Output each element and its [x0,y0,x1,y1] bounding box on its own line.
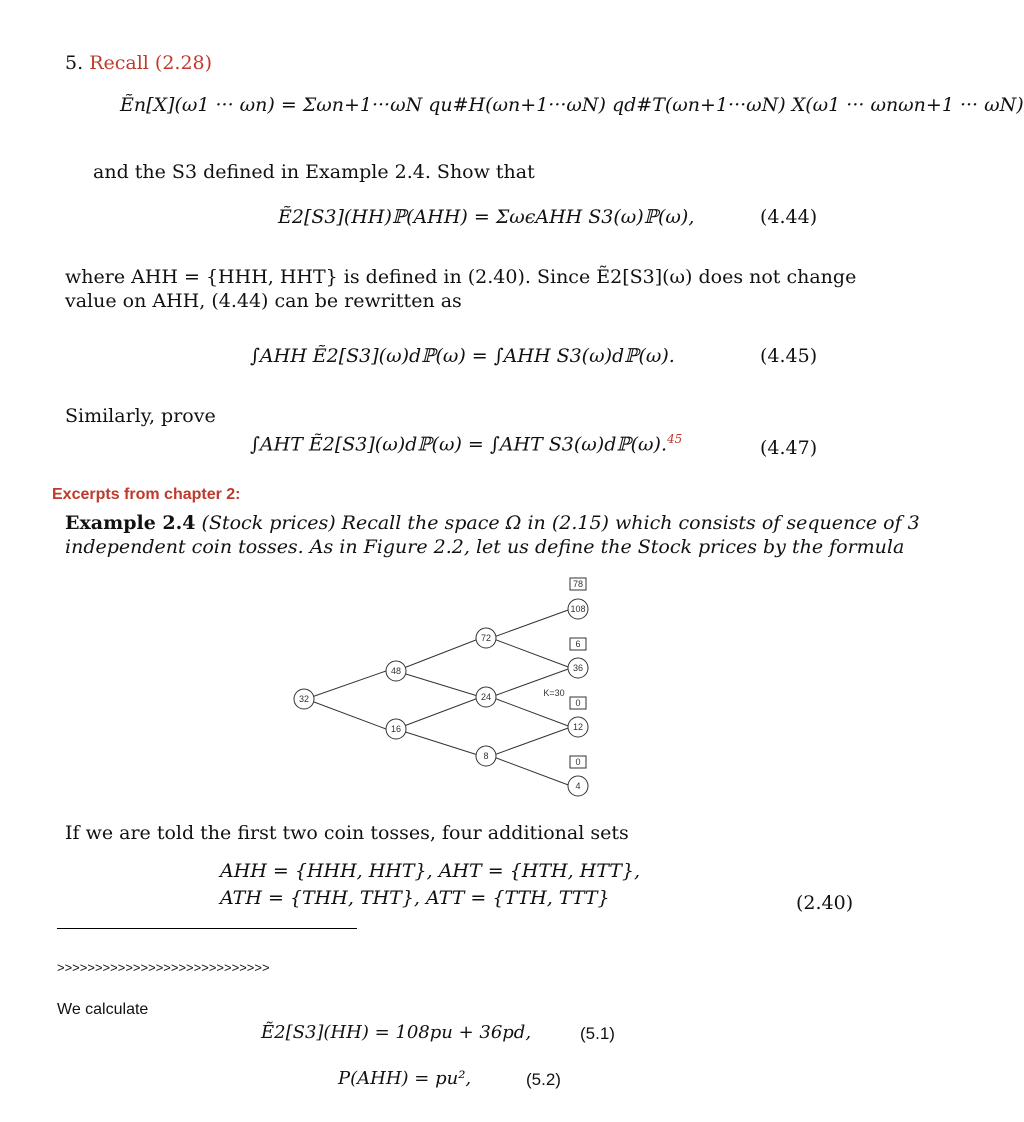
label-s3uuu: 108 [570,604,586,614]
sets-line-1: AHH = {HHH, HHT}, AHT = {HTH, HTT}, [220,860,641,882]
label-payoff-uuu: 78 [572,579,584,589]
recall-word: Recall [89,52,149,74]
told-text: If we are told the first two coin tosses, four additional sets [65,822,629,844]
label-s1u: 48 [390,666,402,676]
example-line-1 [65,512,920,534]
equation-5-2: P(AHH) = pu², [338,1068,472,1089]
label-s1d: 16 [390,724,402,734]
strike-label: K=30 [543,688,565,698]
label-payoff-ddd: 0 [575,757,581,767]
example-label: Example 2.4 [65,512,196,534]
equation-2-28: Ẽn[X](ω1 ··· ωn) = Σωn+1···ωN qu#H(ωn+1···ωN) qd#T(ωn+1···ωN) X(ω1 ··· ωnωn+1 ··· ωN) [120,94,1024,116]
label-s2ud: 24 [480,692,492,702]
stock-price-tree [286,572,616,808]
problem-header [65,52,212,74]
equation-4-45: ∫AHH Ẽ2[S3](ω)dℙ(ω) = ∫AHH S3(ω)dℙ(ω). [250,345,675,367]
label-s3ddd: 4 [575,781,581,791]
equation-4-44: Ẽ2[S3](HH)ℙ(AHH) = ΣωϵAHH S3(ω)ℙ(ω), [278,206,695,228]
label-s3udd: 12 [572,722,584,732]
excerpts-heading: Excerpts from chapter 2: [52,486,241,503]
we-calculate: We calculate [57,1001,149,1018]
equation-5-1: Ẽ2[S3](HH) = 108pu + 36pd, [261,1022,532,1043]
equation-number-2-40: (2.40) [796,892,854,914]
where-line-1: where AHH = {HHH, HHT} is defined in (2.40). Since Ẽ2[S3](ω) does not change [65,266,857,288]
similarly-prove [65,405,216,427]
similarly-text: Similarly, prove [65,405,216,427]
show-that-line: and the S3 defined in Example 2.4. Show that [93,161,535,183]
equation-number-4-44: (4.44) [760,206,818,228]
label-s2uu: 72 [480,633,492,643]
equation-number-4-45: (4.45) [760,345,818,367]
equation-number-4-47: (4.47) [760,437,818,459]
equation-number-5-2: (5.2) [526,1070,561,1089]
label-payoff-udd: 0 [575,698,581,708]
label-s0: 32 [298,694,310,704]
footnote-divider [57,928,357,929]
label-s2dd: 8 [483,751,489,761]
equation-4-47-body: ∫AHT Ẽ2[S3](ω)dℙ(ω) = ∫AHT S3(ω)dℙ(ω). [250,433,668,456]
sets-line-2: ATH = {THH, THT}, ATT = {TTH, TTT} [220,887,610,909]
example-text-1: (Stock prices) Recall the space Ω in (2.15) which consists of sequence of 3 [201,512,920,534]
recall-ref-link[interactable]: (2.28) [154,52,213,74]
answer-separator: >>>>>>>>>>>>>>>>>>>>>>>>>>>> [57,960,270,975]
where-line-2: value on AHH, (4.44) can be rewritten as [65,290,462,312]
example-text-2: independent coin tosses. As in Figure 2.2, let us define the Stock prices by the formula [65,536,905,558]
problem-number: 5. [65,52,84,74]
label-s3uud: 36 [572,663,584,673]
label-payoff-uud: 6 [575,639,581,649]
footnote-45-link[interactable]: 45 [667,432,683,446]
equation-4-47 [250,432,682,455]
equation-number-5-1: (5.1) [580,1024,615,1043]
